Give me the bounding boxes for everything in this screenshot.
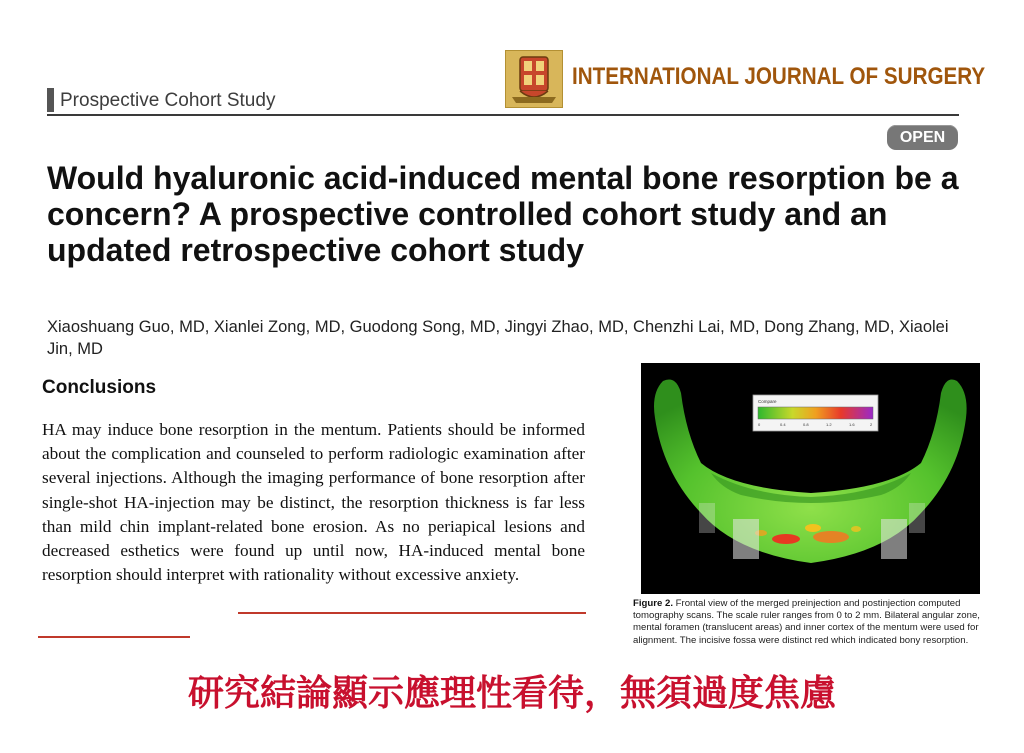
color-scale-legend — [753, 395, 878, 431]
ct-scan-figure — [641, 363, 980, 594]
legend-title: Compare — [758, 399, 777, 404]
legend-tick: 0 — [758, 422, 761, 427]
paper-title: Would hyaluronic acid-induced mental bone resorption be a concern? A prospective controlled cohort study and an updated retrospective cohort study — [47, 160, 959, 268]
legend-tick: 2 — [870, 422, 873, 427]
open-access-badge: OPEN — [887, 125, 958, 150]
mandible-heatmap-image — [641, 363, 980, 594]
highlight-underline — [38, 636, 190, 638]
journal-crest-icon — [505, 50, 563, 108]
chinese-summary-text: 研究結論顯示應理性看待，無須過度焦慮 — [187, 673, 836, 714]
figure-caption-text: Frontal view of the merged preinjection and postinjection computed tomography scans. The scale ruler ranges from 0 to 2 mm. Bilateral angular zone, mental foramen (translucent areas) and inner cortex of the mentum were used for alignment. The incisive fossa were distinct red which indicated bony resorption. — [633, 598, 980, 646]
study-type-label: Prospective Cohort Study — [60, 90, 276, 111]
journal-name: INTERNATIONAL JOURNAL OF SURGERY — [572, 63, 986, 90]
author-list: Xiaoshuang Guo, MD, Xianlei Zong, MD, Guodong Song, MD, Jingyi Zhao, MD, Chenzhi Lai, MD, Dong Zhang, MD, Xiaolei Jin, MD — [47, 318, 949, 358]
conclusions-paragraph — [42, 418, 585, 587]
figure-caption-label: Figure 2. — [633, 598, 673, 609]
legend-tick: 0.4 — [780, 422, 786, 427]
legend-tick: 1.6 — [849, 422, 855, 427]
header-divider — [47, 114, 959, 116]
conclusions-main-text: HA may induce bone resorption in the mentum. Patients should be informed about the complication and counseled to perform radiologic examination after several injections. Although the imaging performance of bone resorption after single-shot HA-injection may be distinct, the resorption thickness is far less than mild chin implant-related bone erosion. As no periapical lesions and decreased esthetics were found up until now, HA-induced mental bone resorption — [42, 420, 585, 585]
conclusions-highlighted-text: should interpret with rationality without excessive anxiety. — [116, 565, 520, 585]
legend-tick: 0.8 — [803, 422, 809, 427]
conclusions-heading: Conclusions — [42, 377, 157, 398]
study-type-accent-bar — [47, 88, 54, 112]
highlight-underline — [238, 612, 586, 614]
legend-tick: 1.2 — [826, 422, 832, 427]
figure-caption — [633, 598, 993, 648]
